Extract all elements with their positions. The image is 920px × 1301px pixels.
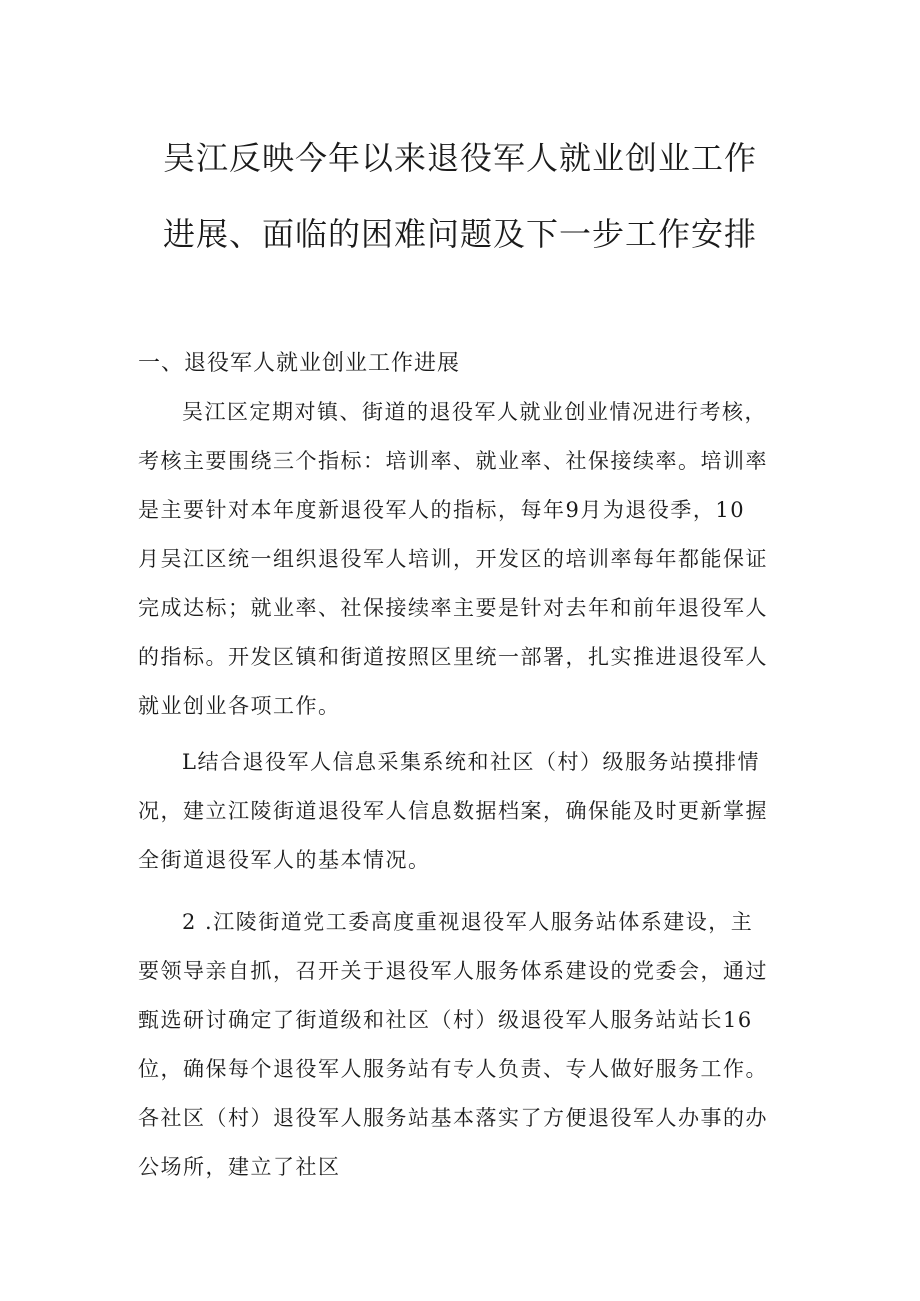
paragraph-line: 是主要针对本年度新退役军人的指标，每年9月为退役季，10 xyxy=(138,498,746,522)
paragraph-line: 各社区（村）退役军人服务站基本落实了方便退役军人办事的办 xyxy=(138,1106,768,1130)
paragraph-line: 就业创业各项工作。 xyxy=(138,694,341,718)
section-heading: 一、退役军人就业创业工作进展 xyxy=(138,351,461,376)
paragraph-line: 公场所，建立了社区 xyxy=(138,1155,341,1179)
paragraph-1 xyxy=(138,388,792,731)
paragraph-2 xyxy=(138,738,792,885)
document-title-line-1: 吴江反映今年以来退役军人就业创业工作 xyxy=(162,139,757,177)
document-title-line-2: 进展、面临的困难问题及下一步工作安排 xyxy=(162,215,757,253)
paragraph-line: 2 .江陵街道党工委高度重视退役军人服务站体系建设，主 xyxy=(182,910,754,934)
paragraph-line: 位，确保每个退役军人服务站有专人负责、专人做好服务工作。 xyxy=(138,1057,768,1081)
paragraph-line: 月吴江区统一组织退役军人培训，开发区的培训率每年都能保证 xyxy=(138,547,768,571)
paragraph-line: 考核主要围绕三个指标：培训率、就业率、社保接续率。培训率 xyxy=(138,449,768,473)
paragraph-line: 吴江区定期对镇、街道的退役军人就业创业情况进行考核， xyxy=(182,400,767,424)
paragraph-line: 全街道退役军人的基本情况。 xyxy=(138,848,431,872)
paragraph-line: 完成达标；就业率、社保接续率主要是针对去年和前年退役军人 xyxy=(138,596,768,620)
paragraph-line: 况，建立江陵街道退役军人信息数据档案，确保能及时更新掌握 xyxy=(138,799,768,823)
paragraph-line: L结合退役军人信息采集系统和社区（村）级服务站摸排情 xyxy=(182,750,760,774)
paragraph-3 xyxy=(138,898,792,1192)
paragraph-line: 的指标。开发区镇和街道按照区里统一部署，扎实推进退役军人 xyxy=(138,645,768,669)
paragraph-line: 甄选研讨确定了街道级和社区（村）级退役军人服务站站长16 xyxy=(138,1008,753,1032)
paragraph-line: 要领导亲自抓，召开关于退役军人服务体系建设的党委会，通过 xyxy=(138,959,768,983)
